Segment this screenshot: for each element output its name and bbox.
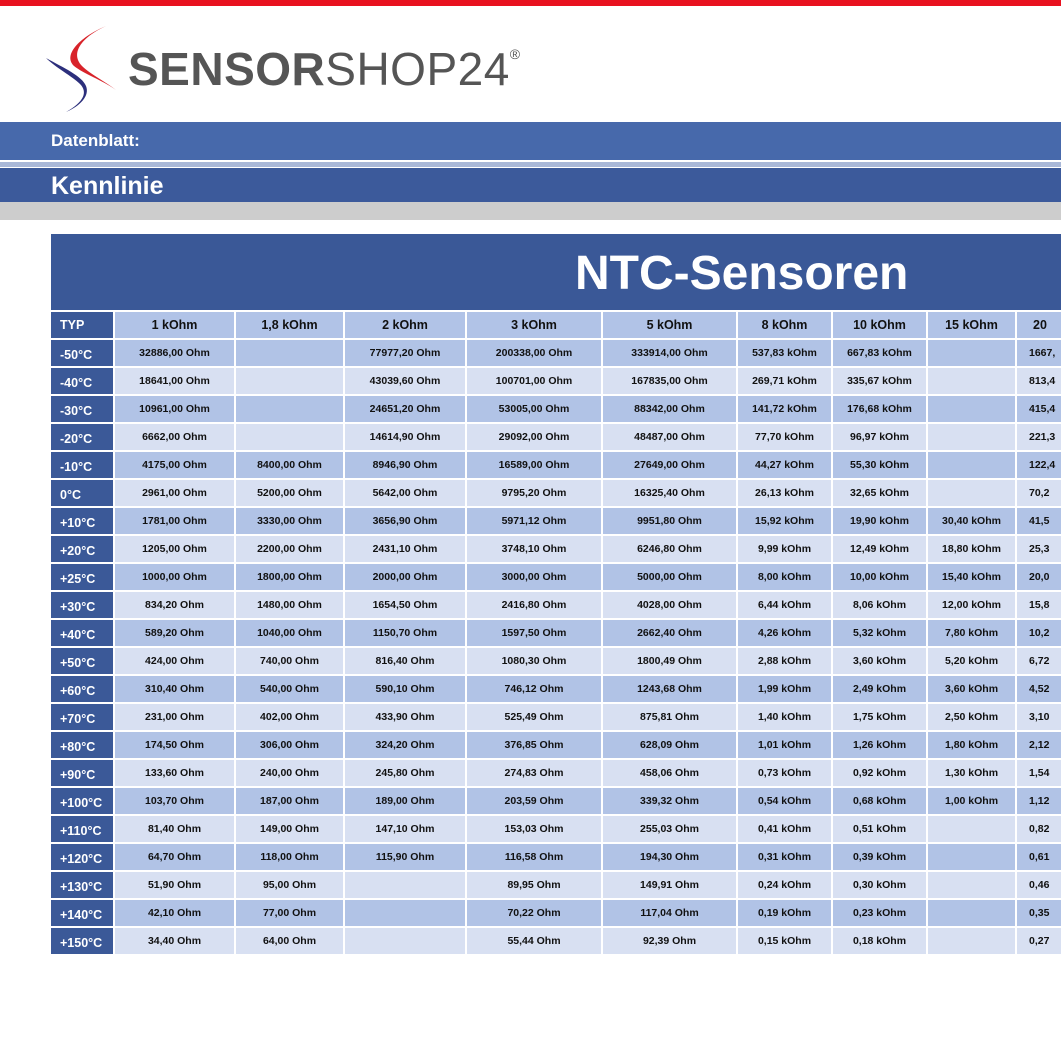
- table-cell: [928, 816, 1015, 842]
- table-cell: 415,4: [1017, 396, 1061, 422]
- logo-swoosh-icon: [44, 24, 124, 114]
- table-cell: 187,00 Ohm: [236, 788, 343, 814]
- table-cell: 77,00 Ohm: [236, 900, 343, 926]
- table-cell: 433,90 Ohm: [345, 704, 465, 730]
- table-cell: 3000,00 Ohm: [467, 564, 601, 590]
- table-cell: 29092,00 Ohm: [467, 424, 601, 450]
- table-cell: 6662,00 Ohm: [115, 424, 234, 450]
- table-cell: 1,12: [1017, 788, 1061, 814]
- table-cell: 5000,00 Ohm: [603, 564, 736, 590]
- table-cell: 1,75 kOhm: [833, 704, 926, 730]
- table-cell: 376,85 Ohm: [467, 732, 601, 758]
- table-cell: 55,44 Ohm: [467, 928, 601, 954]
- table-cell: 306,00 Ohm: [236, 732, 343, 758]
- table-cell: 1781,00 Ohm: [115, 508, 234, 534]
- table-cell: 740,00 Ohm: [236, 648, 343, 674]
- table-cell: 2,50 kOhm: [928, 704, 1015, 730]
- table-cell: 245,80 Ohm: [345, 760, 465, 786]
- table-cell: 95,00 Ohm: [236, 872, 343, 898]
- table-cell: 6,44 kOhm: [738, 592, 831, 618]
- table-cell: 3,10: [1017, 704, 1061, 730]
- row-temperature: 0°C: [51, 480, 113, 506]
- table-cell: 310,40 Ohm: [115, 676, 234, 702]
- column-header: 15 kOhm: [928, 312, 1015, 338]
- table-cell: 77977,20 Ohm: [345, 340, 465, 366]
- table-cell: 18,80 kOhm: [928, 536, 1015, 562]
- row-temperature: +110°C: [51, 816, 113, 842]
- table-cell: 1,00 kOhm: [928, 788, 1015, 814]
- table-cell: 1000,00 Ohm: [115, 564, 234, 590]
- table-cell: [236, 368, 343, 394]
- table-title-bar: [51, 234, 1061, 310]
- table-cell: 221,3: [1017, 424, 1061, 450]
- column-header: 3 kOhm: [467, 312, 601, 338]
- row-temperature: +60°C: [51, 676, 113, 702]
- table-cell: 1800,49 Ohm: [603, 648, 736, 674]
- table-cell: 0,41 kOhm: [738, 816, 831, 842]
- table-cell: 0,30 kOhm: [833, 872, 926, 898]
- row-temperature: +80°C: [51, 732, 113, 758]
- table-cell: 1,54: [1017, 760, 1061, 786]
- table-cell: 12,49 kOhm: [833, 536, 926, 562]
- row-temperature: +25°C: [51, 564, 113, 590]
- table-cell: 64,00 Ohm: [236, 928, 343, 954]
- table-cell: 167835,00 Ohm: [603, 368, 736, 394]
- table-cell: [928, 368, 1015, 394]
- table-cell: 1654,50 Ohm: [345, 592, 465, 618]
- table-cell: 14614,90 Ohm: [345, 424, 465, 450]
- table-cell: 231,00 Ohm: [115, 704, 234, 730]
- table-title: NTC-Sensoren: [575, 247, 909, 300]
- table-cell: 8946,90 Ohm: [345, 452, 465, 478]
- table-cell: 194,30 Ohm: [603, 844, 736, 870]
- row-temperature: +20°C: [51, 536, 113, 562]
- table-cell: 44,27 kOhm: [738, 452, 831, 478]
- row-temperature: -10°C: [51, 452, 113, 478]
- table-cell: 1,80 kOhm: [928, 732, 1015, 758]
- row-temperature: +40°C: [51, 620, 113, 646]
- table-cell: 30,40 kOhm: [928, 508, 1015, 534]
- table-cell: 2662,40 Ohm: [603, 620, 736, 646]
- table-cell: 24651,20 Ohm: [345, 396, 465, 422]
- table-cell: [928, 900, 1015, 926]
- table-cell: 149,91 Ohm: [603, 872, 736, 898]
- table-cell: 3,60 kOhm: [833, 648, 926, 674]
- table-cell: 2431,10 Ohm: [345, 536, 465, 562]
- table-cell: [928, 872, 1015, 898]
- table-cell: 540,00 Ohm: [236, 676, 343, 702]
- table-cell: 0,27: [1017, 928, 1061, 954]
- table-cell: [928, 480, 1015, 506]
- table-cell: 20,0: [1017, 564, 1061, 590]
- table-cell: [236, 396, 343, 422]
- table-cell: 6,72: [1017, 648, 1061, 674]
- section-title: Kennlinie: [51, 172, 164, 200]
- table-cell: 335,67 kOhm: [833, 368, 926, 394]
- row-temperature: -50°C: [51, 340, 113, 366]
- table-cell: 64,70 Ohm: [115, 844, 234, 870]
- table-cell: 41,5: [1017, 508, 1061, 534]
- table-cell: 5200,00 Ohm: [236, 480, 343, 506]
- table-cell: 1243,68 Ohm: [603, 676, 736, 702]
- table-cell: 10,00 kOhm: [833, 564, 926, 590]
- table-cell: 0,68 kOhm: [833, 788, 926, 814]
- table-cell: 590,10 Ohm: [345, 676, 465, 702]
- row-temperature: +100°C: [51, 788, 113, 814]
- table-cell: 1667,: [1017, 340, 1061, 366]
- table-cell: 19,90 kOhm: [833, 508, 926, 534]
- table-cell: 48487,00 Ohm: [603, 424, 736, 450]
- table-cell: 834,20 Ohm: [115, 592, 234, 618]
- table-cell: 2000,00 Ohm: [345, 564, 465, 590]
- datasheet-label: Datenblatt:: [51, 131, 140, 150]
- table-cell: [928, 340, 1015, 366]
- column-header: 5 kOhm: [603, 312, 736, 338]
- table-cell: 1040,00 Ohm: [236, 620, 343, 646]
- table-cell: 189,00 Ohm: [345, 788, 465, 814]
- table-cell: 15,92 kOhm: [738, 508, 831, 534]
- column-header: 1,8 kOhm: [236, 312, 343, 338]
- table-cell: 2200,00 Ohm: [236, 536, 343, 562]
- table-cell: 324,20 Ohm: [345, 732, 465, 758]
- table-cell: 269,71 kOhm: [738, 368, 831, 394]
- table-cell: 117,04 Ohm: [603, 900, 736, 926]
- table-cell: 2,49 kOhm: [833, 676, 926, 702]
- table-cell: 100701,00 Ohm: [467, 368, 601, 394]
- row-temperature: -30°C: [51, 396, 113, 422]
- datasheet-band: [0, 122, 1061, 160]
- table-cell: 32,65 kOhm: [833, 480, 926, 506]
- table-cell: 147,10 Ohm: [345, 816, 465, 842]
- table-cell: 0,54 kOhm: [738, 788, 831, 814]
- table-cell: 5971,12 Ohm: [467, 508, 601, 534]
- table-cell: 55,30 kOhm: [833, 452, 926, 478]
- table-cell: 0,18 kOhm: [833, 928, 926, 954]
- column-header: 10 kOhm: [833, 312, 926, 338]
- table-cell: 746,12 Ohm: [467, 676, 601, 702]
- table-cell: 122,4: [1017, 452, 1061, 478]
- table-cell: 4,52: [1017, 676, 1061, 702]
- table-cell: 118,00 Ohm: [236, 844, 343, 870]
- column-header: 2 kOhm: [345, 312, 465, 338]
- row-temperature: -20°C: [51, 424, 113, 450]
- table-cell: 1,30 kOhm: [928, 760, 1015, 786]
- table-cell: 813,4: [1017, 368, 1061, 394]
- table-cell: 1,26 kOhm: [833, 732, 926, 758]
- table-cell: 43039,60 Ohm: [345, 368, 465, 394]
- row-temperature: +30°C: [51, 592, 113, 618]
- table-cell: 18641,00 Ohm: [115, 368, 234, 394]
- table-cell: 149,00 Ohm: [236, 816, 343, 842]
- column-header: 20: [1017, 312, 1061, 338]
- band-divider: [0, 162, 1061, 167]
- table-cell: 10,2: [1017, 620, 1061, 646]
- table-cell: 8,00 kOhm: [738, 564, 831, 590]
- table-cell: 274,83 Ohm: [467, 760, 601, 786]
- table-cell: 26,13 kOhm: [738, 480, 831, 506]
- table-cell: 96,97 kOhm: [833, 424, 926, 450]
- table-cell: 5,20 kOhm: [928, 648, 1015, 674]
- table-cell: 5,32 kOhm: [833, 620, 926, 646]
- table-cell: 2,12: [1017, 732, 1061, 758]
- table-cell: 4,26 kOhm: [738, 620, 831, 646]
- table-cell: [345, 872, 465, 898]
- table-cell: [236, 424, 343, 450]
- table-cell: 9,99 kOhm: [738, 536, 831, 562]
- table-cell: [928, 928, 1015, 954]
- table-cell: 88342,00 Ohm: [603, 396, 736, 422]
- logo-text-thin: SHOP24: [325, 43, 510, 95]
- table-cell: 0,35: [1017, 900, 1061, 926]
- table-cell: 0,51 kOhm: [833, 816, 926, 842]
- table-cell: 103,70 Ohm: [115, 788, 234, 814]
- table-cell: 3330,00 Ohm: [236, 508, 343, 534]
- row-temperature: +70°C: [51, 704, 113, 730]
- table-cell: 9951,80 Ohm: [603, 508, 736, 534]
- table-cell: 15,8: [1017, 592, 1061, 618]
- table-cell: [928, 844, 1015, 870]
- table-cell: 0,15 kOhm: [738, 928, 831, 954]
- table-cell: 32886,00 Ohm: [115, 340, 234, 366]
- table-cell: 153,03 Ohm: [467, 816, 601, 842]
- sensorshop24-logo: [44, 24, 521, 114]
- table-cell: 333914,00 Ohm: [603, 340, 736, 366]
- table-cell: 875,81 Ohm: [603, 704, 736, 730]
- logo-text-bold: SENSOR: [128, 43, 326, 95]
- table-cell: 92,39 Ohm: [603, 928, 736, 954]
- table-cell: 0,39 kOhm: [833, 844, 926, 870]
- table-cell: [928, 424, 1015, 450]
- row-temperature: +10°C: [51, 508, 113, 534]
- table-cell: 0,92 kOhm: [833, 760, 926, 786]
- gray-divider: [0, 202, 1061, 220]
- table-cell: 42,10 Ohm: [115, 900, 234, 926]
- table-cell: 628,09 Ohm: [603, 732, 736, 758]
- table-cell: 4175,00 Ohm: [115, 452, 234, 478]
- table-cell: 0,23 kOhm: [833, 900, 926, 926]
- table-cell: 0,82: [1017, 816, 1061, 842]
- table-cell: 2,88 kOhm: [738, 648, 831, 674]
- table-cell: 70,2: [1017, 480, 1061, 506]
- table-cell: 1597,50 Ohm: [467, 620, 601, 646]
- row-temperature: +90°C: [51, 760, 113, 786]
- table-cell: 1080,30 Ohm: [467, 648, 601, 674]
- table-cell: 339,32 Ohm: [603, 788, 736, 814]
- row-temperature: -40°C: [51, 368, 113, 394]
- table-cell: 89,95 Ohm: [467, 872, 601, 898]
- table-cell: [928, 396, 1015, 422]
- table-cell: 115,90 Ohm: [345, 844, 465, 870]
- table-cell: 8,06 kOhm: [833, 592, 926, 618]
- table-cell: 174,50 Ohm: [115, 732, 234, 758]
- row-temperature: +130°C: [51, 872, 113, 898]
- table-cell: 816,40 Ohm: [345, 648, 465, 674]
- table-cell: 34,40 Ohm: [115, 928, 234, 954]
- top-red-bar: [0, 0, 1061, 6]
- table-cell: 133,60 Ohm: [115, 760, 234, 786]
- table-cell: [236, 340, 343, 366]
- table-cell: 589,20 Ohm: [115, 620, 234, 646]
- table-cell: 16589,00 Ohm: [467, 452, 601, 478]
- table-cell: 70,22 Ohm: [467, 900, 601, 926]
- table-cell: 3,60 kOhm: [928, 676, 1015, 702]
- table-cell: 537,83 kOhm: [738, 340, 831, 366]
- table-cell: 3656,90 Ohm: [345, 508, 465, 534]
- table-cell: 0,24 kOhm: [738, 872, 831, 898]
- table-cell: 458,06 Ohm: [603, 760, 736, 786]
- table-cell: 0,46: [1017, 872, 1061, 898]
- table-cell: 4028,00 Ohm: [603, 592, 736, 618]
- table-cell: 1800,00 Ohm: [236, 564, 343, 590]
- table-cell: 203,59 Ohm: [467, 788, 601, 814]
- table-cell: 1150,70 Ohm: [345, 620, 465, 646]
- row-temperature: +140°C: [51, 900, 113, 926]
- table-cell: 1480,00 Ohm: [236, 592, 343, 618]
- table-cell: 51,90 Ohm: [115, 872, 234, 898]
- table-cell: 10961,00 Ohm: [115, 396, 234, 422]
- column-header: 1 kOhm: [115, 312, 234, 338]
- table-cell: 3748,10 Ohm: [467, 536, 601, 562]
- table-cell: 27649,00 Ohm: [603, 452, 736, 478]
- column-header-typ: TYP: [51, 312, 113, 338]
- table-cell: 8400,00 Ohm: [236, 452, 343, 478]
- table-cell: 141,72 kOhm: [738, 396, 831, 422]
- table-cell: 7,80 kOhm: [928, 620, 1015, 646]
- table-cell: 116,58 Ohm: [467, 844, 601, 870]
- table-cell: 5642,00 Ohm: [345, 480, 465, 506]
- column-header: 8 kOhm: [738, 312, 831, 338]
- table-cell: 2416,80 Ohm: [467, 592, 601, 618]
- table-cell: [345, 928, 465, 954]
- row-temperature: +150°C: [51, 928, 113, 954]
- table-cell: 667,83 kOhm: [833, 340, 926, 366]
- table-cell: [345, 900, 465, 926]
- table-cell: 16325,40 Ohm: [603, 480, 736, 506]
- table-cell: 53005,00 Ohm: [467, 396, 601, 422]
- section-band: [0, 168, 1061, 202]
- table-cell: 0,31 kOhm: [738, 844, 831, 870]
- row-temperature: +50°C: [51, 648, 113, 674]
- table-cell: 176,68 kOhm: [833, 396, 926, 422]
- table-cell: 0,73 kOhm: [738, 760, 831, 786]
- table-cell: 1205,00 Ohm: [115, 536, 234, 562]
- table-cell: 0,61: [1017, 844, 1061, 870]
- registered-mark: ®: [509, 46, 521, 62]
- table-cell: [928, 452, 1015, 478]
- table-cell: 240,00 Ohm: [236, 760, 343, 786]
- table-cell: 255,03 Ohm: [603, 816, 736, 842]
- table-cell: 81,40 Ohm: [115, 816, 234, 842]
- table-cell: 0,19 kOhm: [738, 900, 831, 926]
- table-cell: 200338,00 Ohm: [467, 340, 601, 366]
- table-cell: 12,00 kOhm: [928, 592, 1015, 618]
- table-cell: 402,00 Ohm: [236, 704, 343, 730]
- table-cell: 2961,00 Ohm: [115, 480, 234, 506]
- table-cell: 525,49 Ohm: [467, 704, 601, 730]
- resistance-table: [51, 312, 1061, 954]
- table-cell: 1,99 kOhm: [738, 676, 831, 702]
- table-cell: 15,40 kOhm: [928, 564, 1015, 590]
- logo-wordmark: [128, 42, 521, 96]
- table-cell: 1,40 kOhm: [738, 704, 831, 730]
- table-cell: 1,01 kOhm: [738, 732, 831, 758]
- table-cell: 424,00 Ohm: [115, 648, 234, 674]
- table-cell: 25,3: [1017, 536, 1061, 562]
- table-cell: 6246,80 Ohm: [603, 536, 736, 562]
- row-temperature: +120°C: [51, 844, 113, 870]
- table-cell: 77,70 kOhm: [738, 424, 831, 450]
- table-cell: 9795,20 Ohm: [467, 480, 601, 506]
